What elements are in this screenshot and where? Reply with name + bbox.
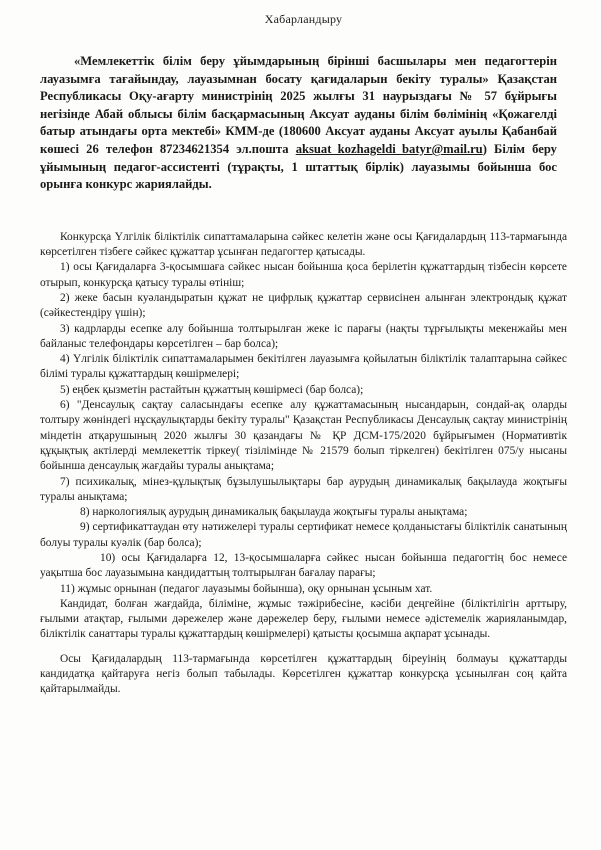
list-item-11: 11) жұмыс орнынан (педагог лауазымы бойынша), оқу орнынан ұсыным хат. bbox=[60, 582, 433, 595]
paragraph-missing-documents: Осы Қағидалардың 113-тармағында көрсетілген құжаттардың біреуінің болмауы құжаттарды кандидатқа қайтаруға негіз болып табылады. Көрсетілген құжаттар конкурсқа ұсынылған соң қайта қайтарылмайды. bbox=[40, 652, 567, 696]
announcement-intro bbox=[40, 53, 557, 194]
list-item-10: 10) осы Қағидаларға 12, 13-қосымшаларға сәйкес нысан бойынша педагогтің бос немесе уақытша бос лауазымына кандидаттың толтырылған бағалау парағы; bbox=[40, 551, 567, 580]
list-item-9: 9) сертификаттаудан өту нәтижелері туралы сертификат немесе қолданыстағы біліктілік санатының болуы туралы куәлік (бар болса); bbox=[40, 521, 567, 549]
list-item-7: 7) психикалық, мінез-құлықтық бұзылушылықтары бар аурудың динамикалық бақылауда жоқтығы туралы анықтама; bbox=[40, 475, 567, 503]
list-item-1: 1) осы Қағидаларға 3-қосымшаға сәйкес нысан бойынша қоса берілетін құжаттардың тізбесін көрсете отырып, конкурсқа қатысу туралы өтініш; bbox=[40, 261, 567, 289]
list-item-6: 6) "Денсаулық сақтау саласындағы есепке алу құжаттамасының нысандарын, сондай-ақ оларды толтыру жөніндегі нұсқаулықтарды бекіту туралы" Қазақстан Республикасы Денсаулық сақтау министрінің міндетін атқарушының 2020 жылғы 30 қазандағы № ҚР ДСМ-175/2020 бұйрығымен (Нормативтік құқықтық актілерді мемлекеттік тіркеу( тізілімінде № 21579 болып тіркелген) бекітілген 075/у нысаны бойынша денсаулық жағдайы туралы анықтама; bbox=[40, 399, 567, 473]
paragraph-additional-info: Кандидат, болған жағдайда, біліміне, жұмыс тәжірибесіне, кәсіби деңгейіне (біліктілігін арттыру, ғылыми атақтар, ғылыми дәрежелер және дәрежелер беру, ғылыми немесе әдістемелік жарияланымдар, біліктілік санаттары туралы құжаттардың көшірмелері) қатысты қосымша ақпарат ұсынады. bbox=[40, 597, 567, 641]
intro-text-part2: ) Білім беру ұйымының педагог-ассистенті (тұрақты, 1 штаттық бірлік) лауазымы бойынша бос орынға конкурс жариялайды. bbox=[40, 141, 557, 192]
list-item-5: 5) еңбек қызметін растайтын құжаттың көшірмесі (бар болса); bbox=[60, 383, 364, 396]
paragraph-participants: Конкурсқа Үлгілік біліктілік сипаттамаларына сәйкес келетін және осы Қағидалардың 113-тармағында көрсетілген тізбеге сәйкес құжаттар ұсынған педагогтер қатысады. bbox=[40, 230, 567, 259]
list-item-3: 3) кадрларды есепке алу бойынша толтырылған жеке іс парағы (нақты тұрғылықты мекенжайы мен байланыс телефондары көрсетілген – бар болса); bbox=[40, 322, 567, 350]
list-item-8: 8) наркологиялық аурудың динамикалық бақылауда жоқтығы туралы анықтама; bbox=[80, 506, 468, 519]
document-body bbox=[40, 230, 567, 698]
list-item-4: 4) Үлгілік біліктілік сипаттамаларымен бекітілген лауазымға қойылатын біліктілік талаптарына сәйкес білімі туралы құжаттардың көшірмелері; bbox=[40, 353, 567, 381]
list-item-2: 2) жеке басын куәландыратын құжат не цифрлық құжаттар сервисінен алынған электрондық құжат (сәйкестендіру үшін); bbox=[40, 291, 567, 320]
document-title: Хабарландыру bbox=[264, 12, 343, 26]
intro-text-part1: «Мемлекеттік білім беру ұйымдарының бірінші басшылары мен педагогтерін лауазымға тағайындау, лауазымнан босату қағидаларын бекіту туралы» Қазақстан Республикасы Оқу-ағарту министрінің 2025 жылғы 31 наурыздағы № 57 бұйрығы негізінде Абай облысы білім басқармасының Аксуат ауданы білім бөлімінің «Қожагелді батыр атындағы орта мектебі» КММ-де (180600 Аксуат ауданы Аксуат ауылы Қабанбай көшесі 26 телефон 87234621354 эл.пошта bbox=[40, 54, 557, 156]
email-address: aksuat_kozhageldi_batyr@mail.ru bbox=[295, 141, 483, 156]
